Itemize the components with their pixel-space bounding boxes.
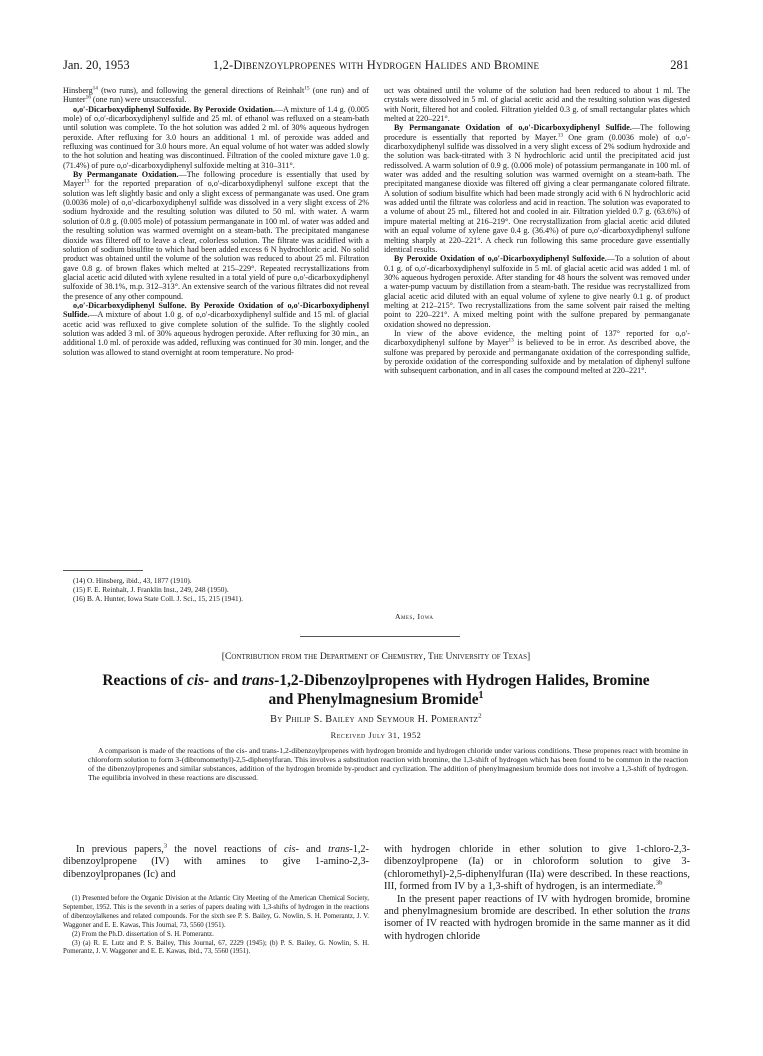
section-heading: By Peroxide Oxidation of o,o′-Dicarboxydiphenyl Sulfoxide. — [394, 254, 607, 264]
author-name: Seymour H. Pomerantz — [376, 714, 479, 725]
running-title: 1,2-Dibenzoylpropenes with Hydrogen Halides and Bromine — [212, 58, 540, 72]
footnote: (16) B. A. Hunter, Iowa State Coll. J. Sci., 15, 215 (1941). — [73, 594, 243, 603]
received-date: Received July 31, 1952 — [330, 731, 422, 740]
section-heading: By Permanganate Oxidation of o,o′-Dicarboxydiphenyl Sulfide. — [394, 123, 632, 133]
left-footnotes — [63, 576, 369, 603]
paragraph: with hydrogen chloride in ether solution to give 1-chloro-2,3-dibenzoylpropene (Ia) or in chloroform solution to give 3-(chloromethyl)-2,5-diphenylfuran (IIa) were described. In these reactions, III, formed from IV by a 1,3-shift of hydrogen, is an intermediate.$^{3b}$ — [384, 844, 690, 893]
paragraph: In view of the above evidence, the melting point of 137° reported for o,o′-dicarboxydiphenyl sulfone by Mayer$^{13}$ is believed to be in error. As described above, the sulfone was prepared by peroxide and permanganate oxidation of the corresponding sulfide, by peroxide oxidation of the corresponding sulfoxide and by metalation of diphenyl sulfone with subsequent carbonation, and in all cases the compound melted at 220–221°. — [384, 328, 691, 376]
footnote: (14) O. Hinsberg, ibid., 43, 1877 (1910). — [73, 576, 192, 585]
footnote: (3) (a) R. E. Lutz and P. S. Bailey, This Journal, 67, 2229 (1945); (b) P. S. Bailey, G. Nowlin, S. H. Pomerantz, J. V. Waggoner and E. E. Kawas, ibid., 73, 5560 (1951). — [63, 939, 369, 956]
issue-date: Jan. 20, 1953 — [63, 58, 130, 72]
footnotes — [63, 895, 369, 957]
article-divider — [300, 636, 460, 637]
paragraph: By Permanganate Oxidation.—The following procedure is essentially that used by Mayer$^{13}$ for the reported preparation of o,o′-dicarboxydiphenyl sulfone except that the solution was left slightly basic and only a slight excess of permanganate was used. One gram (0.0036 mole) of o,o′-dicarboxydiphenyl sulfide was dissolved in a very slight excess of 2% sodium hydroxide and the resulting solution was diluted to 50 ml. with water. A warm solution of 0.8 g. (0.005 mole) of potassium permanganate in 100 ml. of water was added and the resulting solution was warmed overnight on a steam-bath. The precipitated manganese dioxide was filtered off to leave a clear, colorless solution. The filtrate was acidified with a solution of sodium bisulfite to which had been added excess 6 N hydrochloric acid. No solid product was obtained until the volume of the solution was reduced to about 25 ml. Filtration gave 0.8 g. of brown flakes which melted at 215–229°. Repeated recrystallizations from glacial acetic acid diluted with xylene resulted in a total yield of pure o,o′-dicarboxydiphenyl sulfoxide of 38.1%, m.p. 312–313°. An extensive search of the various filtrates did not reveal the presence of any other compound. — [63, 170, 369, 301]
section-heading: By Permanganate Oxidation. — [73, 170, 179, 180]
paragraph: In the present paper reactions of IV with hydrogen bromide, bromine and phenylmagnesium bromide are described. In ether solution the trans isomer of IV reacted with hydrogen bromide in the same manner as it did with hydrogen chloride — [384, 893, 690, 942]
paragraph: Hinsberg$^{14}$ (two runs), and following the general directions of Reinhalt$^{15}$ (one run) and of Hunter$^{16}$ (one run) were unsuccessful. — [63, 85, 369, 105]
author-location: Ames, Iowa — [395, 612, 434, 621]
intro-left-column — [63, 844, 369, 881]
page-header — [63, 58, 689, 74]
intro-right-column — [384, 844, 690, 943]
paragraph: By Permanganate Oxidation of o,o′-Dicarboxydiphenyl Sulfide.—The following procedure is essentially that reported by Mayer.$^{13}$ One gram (0.0036 mole) of o,o′-dicarboxydiphenyl sulfide was dissolved in a very slight excess of 2% sodium hydroxide and the solution was back-titrated with 3 N hydrochloric acid until the precipitated acid just redissolved. A warm solution of 0.9 g. (0.006 mole) of potassium permanganate in 100 ml. of water was added and the resulting solution was warmed overnight on a steam-bath. The precipitated manganese dioxide was filtered off giving a clear permanganate colored filtrate. A solution of sodium bisulfite which had been made strongly acid with 6 N hydrochloric acid was added until the filtrate was colorless and acid in reaction. The solution was evaporated to a volume of about 25 ml., filtered hot and cooled in air. Filtration yielded 0.7 g. (63.6%) of impure material melting at 216–219°. One recrystallization from glacial acetic acid diluted with an equal volume of xylene gave 0.4 g. (36.4%) of pure o,o′-dicarboxydiphenyl sulfone melting sharply at 220–221°. A check run following this same procedure gave essentially identical results. — [384, 123, 690, 254]
authors: By Philip S. Bailey and Seymour H. Pomerantz$^2$ — [270, 712, 482, 725]
page-number: 281 — [670, 58, 689, 72]
paragraph: In previous papers,$^3$ the novel reactions of cis- and trans-1,2-dibenzoylpropene (IV) with amines to give 1-amino-2,3-dibenzoylpropanes (Ic) and — [63, 842, 369, 880]
paragraph: o,o′-Dicarboxydiphenyl Sulfone. By Peroxide Oxidation of o,o′-Dicarboxydiphenyl Sulfide.—A mixture of about 1.0 g. of o,o′-dicarboxydiphenyl sulfide and 15 ml. of glacial acetic acid was refluxed to give complete solution of the sulfide. To the slightly cooled solution was added 3 ml. of 30% aqueous hydrogen peroxide. After refluxing for 30 min., an additional 1.0 ml. of peroxide was added, refluxing was continued for 30 min. longer, and the solution was allowed to stand overnight at room temperature. No prod- — [63, 300, 369, 357]
footnote: (1) Presented before the Organic Division at the Atlantic City Meeting of the American Chemical Society, September, 1952. This is the seventh in a series of papers dealing with 1,3-shifts of hydrogen in the reactions of dibenzoylalkenes and related compounds. For the sixth see P. S. Bailey, G. Nowlin, S. H. Pomerantz, J. V. Waggoner and E. E. Kawas, This Journal, 73, 5560 (1951). — [63, 895, 369, 929]
left-column — [63, 86, 369, 357]
paragraph: By Peroxide Oxidation of o,o′-Dicarboxydiphenyl Sulfoxide.—To a solution of about 0.1 g. of o,o′-dicarboxydiphenyl sulfoxide in 5 ml. of glacial acetic acid was added 1 ml. of 30% aqueous hydrogen peroxide. After standing for 48 hours the solvent was removed under a water-pump vacuum by distillation from a steam-bath. The residue was recrystallized from glacial acetic acid diluted with an equal volume of xylene to give nearly 0.1 g. of product melting at 212–215°. Two recrystallizations from the same solvent pair raised the melting point to 220–221°. A mixed melting point with the sulfone prepared by permanganate oxidation showed no depression. — [384, 254, 690, 329]
section-heading: o,o′-Dicarboxydiphenyl Sulfone. By Peroxide Oxidation of o,o′-Dicarboxydiphenyl Sulfide. — [63, 300, 369, 320]
footnote: (2) From the Ph.D. dissertation of S. H. Pomerantz. — [72, 930, 214, 938]
contribution-line: [Contribution from the Department of Chemistry, The University of Texas] — [221, 651, 531, 662]
right-column — [384, 86, 690, 376]
footnote-divider — [63, 570, 143, 571]
paragraph: o,o′-Dicarboxydiphenyl Sulfoxide. By Peroxide Oxidation.—A mixture of 1.4 g. (0.005 mole) of o,o′-dicarboxydiphenyl sulfide and 25 ml. of ethanol was refluxed on a steam-bath until solution was complete. To the hot solution was added 2 ml. of 30% aqueous hydrogen peroxide. After refluxing for 3.0 hours an additional 1 ml. of peroxide was added and refluxing was continued for 3.0 hours more. An equal volume of hot water was added slowly to the hot solution and heating was discontinued. Filtration of the cooled mixture gave 1.0 g. (71.4%) of pure o,o′-dicarboxydiphenyl sulfoxide melting at 310–311°. — [63, 104, 369, 170]
author-name: Philip S. Bailey — [285, 714, 355, 725]
article-title: Reactions of cis- and trans-1,2-Dibenzoylpropenes with Hydrogen Halides, Bromine and Phenylmagnesium Bromide$^1$ — [102, 672, 650, 708]
section-heading: o,o′-Dicarboxydiphenyl Sulfoxide. By Peroxide Oxidation. — [73, 104, 275, 114]
paragraph: uct was obtained until the volume of the solution had been reduced to about 1 ml. The crystals were dissolved in 5 ml. of glacial acetic acid and the resulting solution was digested with Norit, filtered hot and cooled. Filtration yielded 0.3 g. of small rectangular plates which melted at 220–221°. — [384, 86, 690, 124]
footnote: (15) F. E. Reinhalt, J. Franklin Inst., 249, 248 (1950). — [73, 585, 229, 594]
abstract: A comparison is made of the reactions of the cis- and trans-1,2-dibenzoylpropenes with hydrogen bromide and hydrogen chloride under various conditions. These propenes react with bromine in chloroform solution to form 3-(dibromomethyl)-2,5-diphenylfuran. This involves a substitution reaction with bromine, the 1,3-shift of hydrogen which has been found to be common in the reaction of the dibenzoylpropenes and similar substances, addition of the hydrogen bromide by-product and cyclization. The addition of phenylmagnesium bromide does not involve a 1,3-shift of hydrogen. The equilibria involved in these reactions are discussed. — [88, 746, 688, 783]
